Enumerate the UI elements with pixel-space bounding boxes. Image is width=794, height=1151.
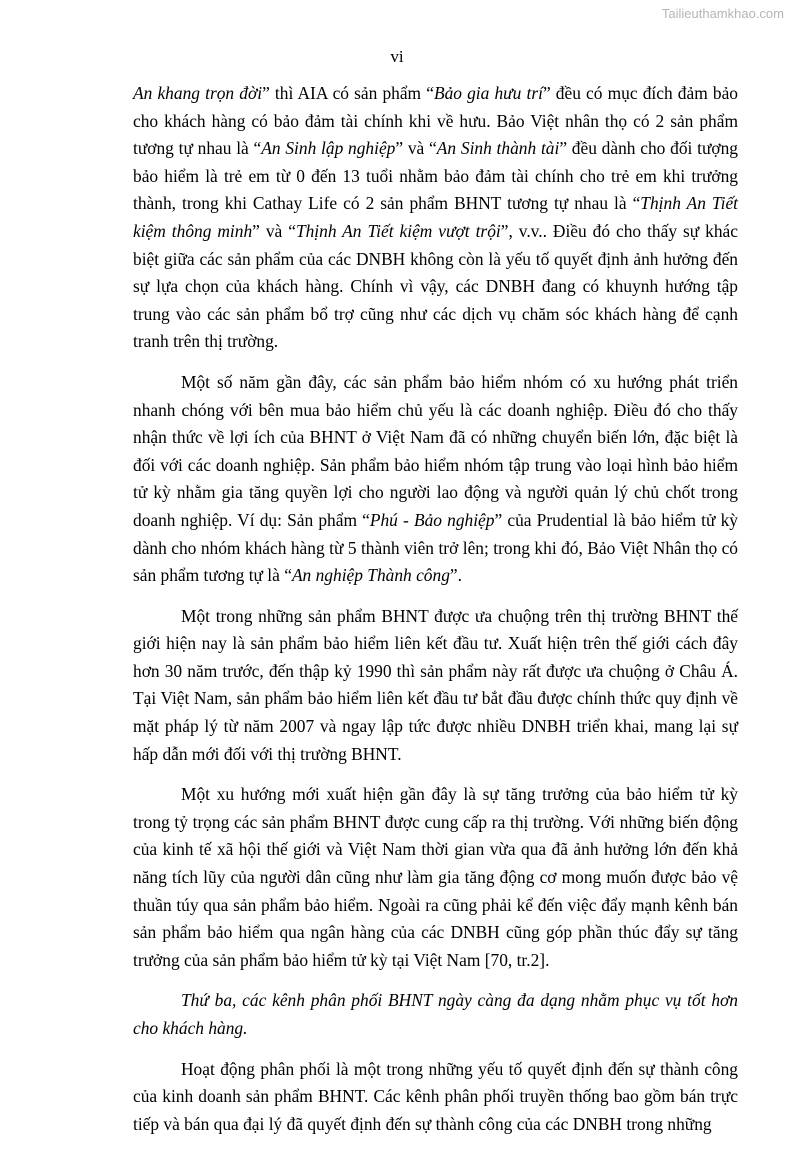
paragraph-2 [133, 369, 738, 590]
product-name: An nghiệp Thành công [291, 565, 450, 586]
text-run: ” và “ [252, 220, 296, 241]
paragraph-6: Hoạt động phân phối là một trong những yếu tố quyết định đến sự thành công của kinh doanh sản phẩm BHNT. Các kênh phân phối truyền thống bao gồm bán trực tiếp và bán qua đại lý đã quyết định đến sự thành công của các DNBH trong những [133, 1058, 738, 1134]
paragraph-4: Một xu hướng mới xuất hiện gần đây là sự tăng trưởng của bảo hiểm tử kỳ trong tỷ trọng các sản phẩm BHNT được cung cấp ra thị trường. Với những biến động của kinh tế xã hội thế giới và Việt Nam thời gian vừa qua đã ảnh hưởng lớn đến khả năng tích lũy của người dân cũng như làm gia tăng động cơ mong muốn được bảo vệ thuần túy qua sản phẩm bảo hiểm. Ngoài ra cũng phải kể đến việc đẩy mạnh kênh bán sản phẩm bảo hiểm qua ngân hàng của các DNBH cũng góp phần thúc đẩy sự tăng trưởng của sản phẩm bảo hiểm tử kỳ tại Việt Nam [70, tr.2]. [133, 784, 738, 970]
product-name: An Sinh lập nghiệp [261, 138, 396, 159]
product-name: An Sinh thành tài [436, 138, 560, 159]
product-name: Thịnh An Tiết kiệm thông minh [133, 193, 738, 241]
product-name: Bảo gia hưu trí [433, 83, 543, 103]
watermark-text: Tailieuthamkhao.com [661, 6, 784, 21]
paragraph-3: Một trong những sản phẩm BHNT được ưa chuộng trên thị trường BHNT thế giới hiện nay là sản phẩm bảo hiểm liên kết đầu tư. Xuất hiện trên thế giới cách đây hơn 30 năm trước, đến thập kỷ 1990 thì sản phẩm này rất được ưa chuộng ở Châu Á. Tại Việt Nam, sản phẩm bảo hiểm liên kết đầu tư bắt đầu được chính thức quy định về mặt pháp lý từ năm 2007 và ngay lập tức được nhiều DNBH triển khai, mang lại sự hấp dẫn mới đối với thị trường BHNT. [133, 605, 738, 764]
text-run: ” đều có mục đích đảm bảo cho khách hàng có bảo đảm tài chính khi về hưu. Bảo Việt nhân thọ có 2 sản phẩm tương tự nhau là “ [133, 83, 738, 159]
page-number: vi [390, 47, 404, 66]
document-body [133, 80, 738, 1151]
text-run: ”. [449, 565, 462, 586]
text-run: ” thì AIA có sản phẩm “ [262, 83, 434, 103]
section-heading-italic: Thứ ba, các kênh phân phối BHNT ngày càng đa dạng nhằm phục vụ tốt hơn cho khách hàng. [133, 990, 738, 1038]
text-run: ” của Prudential là bảo hiểm tử kỳ dành cho nhóm khách hàng từ 5 thành viên trở lên; trong khi đó, Bảo Việt Nhân thọ có sản phẩm tương tự là “ [133, 509, 738, 586]
product-name: Phú - Bảo nghiệp [369, 509, 495, 530]
text-run: ” đều dành cho đối tượng bảo hiểm là trẻ em từ 0 đến 13 tuổi nhằm bảo đảm tài chính cho trẻ em khi trưởng thành, trong khi Cathay Life có 2 sản phẩm BHNT tương tự nhau là “ [133, 138, 738, 214]
product-name: Thịnh An Tiết kiệm vượt trội [295, 220, 501, 241]
text-run: Một số năm gần đây, các sản phẩm bảo hiểm nhóm có xu hướng phát triển nhanh chóng với bên mua bảo hiểm chủ yếu là các doanh nghiệp. Điều đó cho thấy nhận thức về lợi ích của BHNT ở Việt Nam đã có những chuyển biến lớn, đặc biệt là đối với các doanh nghiệp. Sản phẩm bảo hiểm nhóm tập trung vào loại hình bảo hiểm tử kỳ nhằm gia tăng quyền lợi cho người lao động và người quản lý chủ chốt trong doanh nghiệp. Ví dụ: Sản phẩm “ [133, 371, 738, 530]
text-run: ”, v.v.. Điều đó cho thấy sự khác biệt giữa các sản phẩm của các DNBH không còn là yếu tố quyết định ảnh hưởng đến sự lựa chọn của khách hàng. Chính vì vậy, các DNBH đang có khuynh hướng tập trung vào các sản phẩm bổ trợ cũng như các dịch vụ chăm sóc khách hàng để cạnh tranh trên thị trường. [133, 220, 738, 352]
text-run: ” và “ [395, 138, 437, 159]
paragraph-1 [133, 80, 738, 356]
product-name: An khang trọn đời [133, 83, 263, 103]
